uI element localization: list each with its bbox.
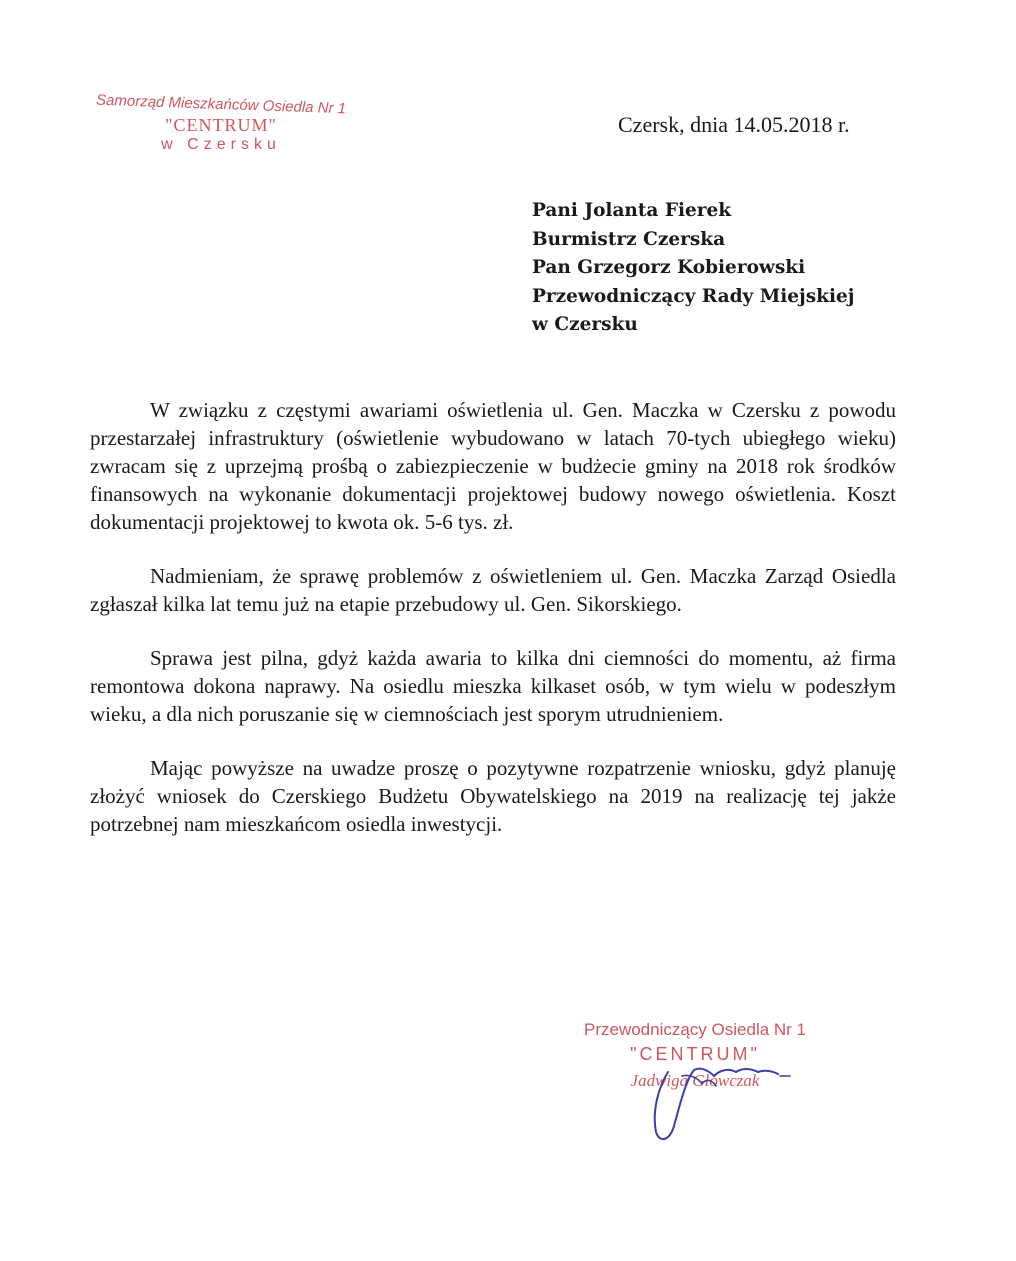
- handwritten-signature: [590, 1040, 810, 1150]
- stamp-chair-centrum: "CENTRUM": [630, 1044, 760, 1064]
- body-paragraph: Sprawa jest pilna, gdyż każda awaria to kilka dni ciemności do momentu, aż firma remontowa dokona naprawy. Na osiedlu mieszka kilkaset osób, w tym wielu w podeszłym wieku, a dla nich poruszanie się w ciemnościach jest sporym utrudnieniem.: [90, 646, 896, 726]
- recipient-line: Burmistrz Czerska: [532, 228, 726, 250]
- stamp-org-name: Samorząd Mieszkańców Osiedla Nr 1: [95, 91, 347, 118]
- body-paragraph: W związku z częstymi awariami oświetlenia ul. Gen. Maczka w Czersku z powodu przestarzałej infrastruktury (oświetlenie wybudowano w latach 70-tych ubiegłego wieku) zwracam się z uprzejmą prośbą o zabiezpieczenie w budżecie gminy na 2018 rok środków finansowych na wykonanie dokumentacji projektowej budowy nowego oświetlenia. Koszt dokumentacji projektowej to kwota ok. 5-6 tys. zł.: [90, 398, 896, 534]
- recipient-block: [532, 197, 854, 340]
- stamp-org-centrum: "CENTRUM": [165, 115, 277, 135]
- body-paragraph: Nadmieniam, że sprawę problemów z oświetleniem ul. Gen. Maczka Zarząd Osiedla zgłaszał kilka lat temu już na etapie przebudowy ul. Gen. Sikorskiego.: [90, 564, 896, 616]
- body-paragraph: Mając powyższe na uwadze proszę o pozytywne rozpatrzenie wniosku, gdyż planuję złożyć wniosek do Czerskiego Budżetu Obywatelskiego na 2019 na realizację tej jakże potrzebnej nam mieszkańcom osiedla inwestycji.: [90, 756, 896, 836]
- stamp-org-place: w Czersku: [161, 136, 281, 153]
- recipient-line: Pan Grzegorz Kobierowski: [532, 257, 806, 279]
- recipient-line: Pani Jolanta Fierek: [532, 200, 732, 221]
- recipient-line: Przewodniczący Rady Miejskiej: [532, 285, 855, 307]
- stamp-chair-title: Przewodniczący Osiedla Nr 1: [583, 1020, 807, 1039]
- letter-body: [90, 396, 896, 864]
- letter-date: Czersk, dnia 14.05.2018 r.: [618, 112, 850, 137]
- recipient-line: w Czersku: [532, 314, 638, 336]
- stamp-chair-name: Jadwiga Główczak: [630, 1071, 760, 1090]
- organization-stamp: [95, 91, 347, 154]
